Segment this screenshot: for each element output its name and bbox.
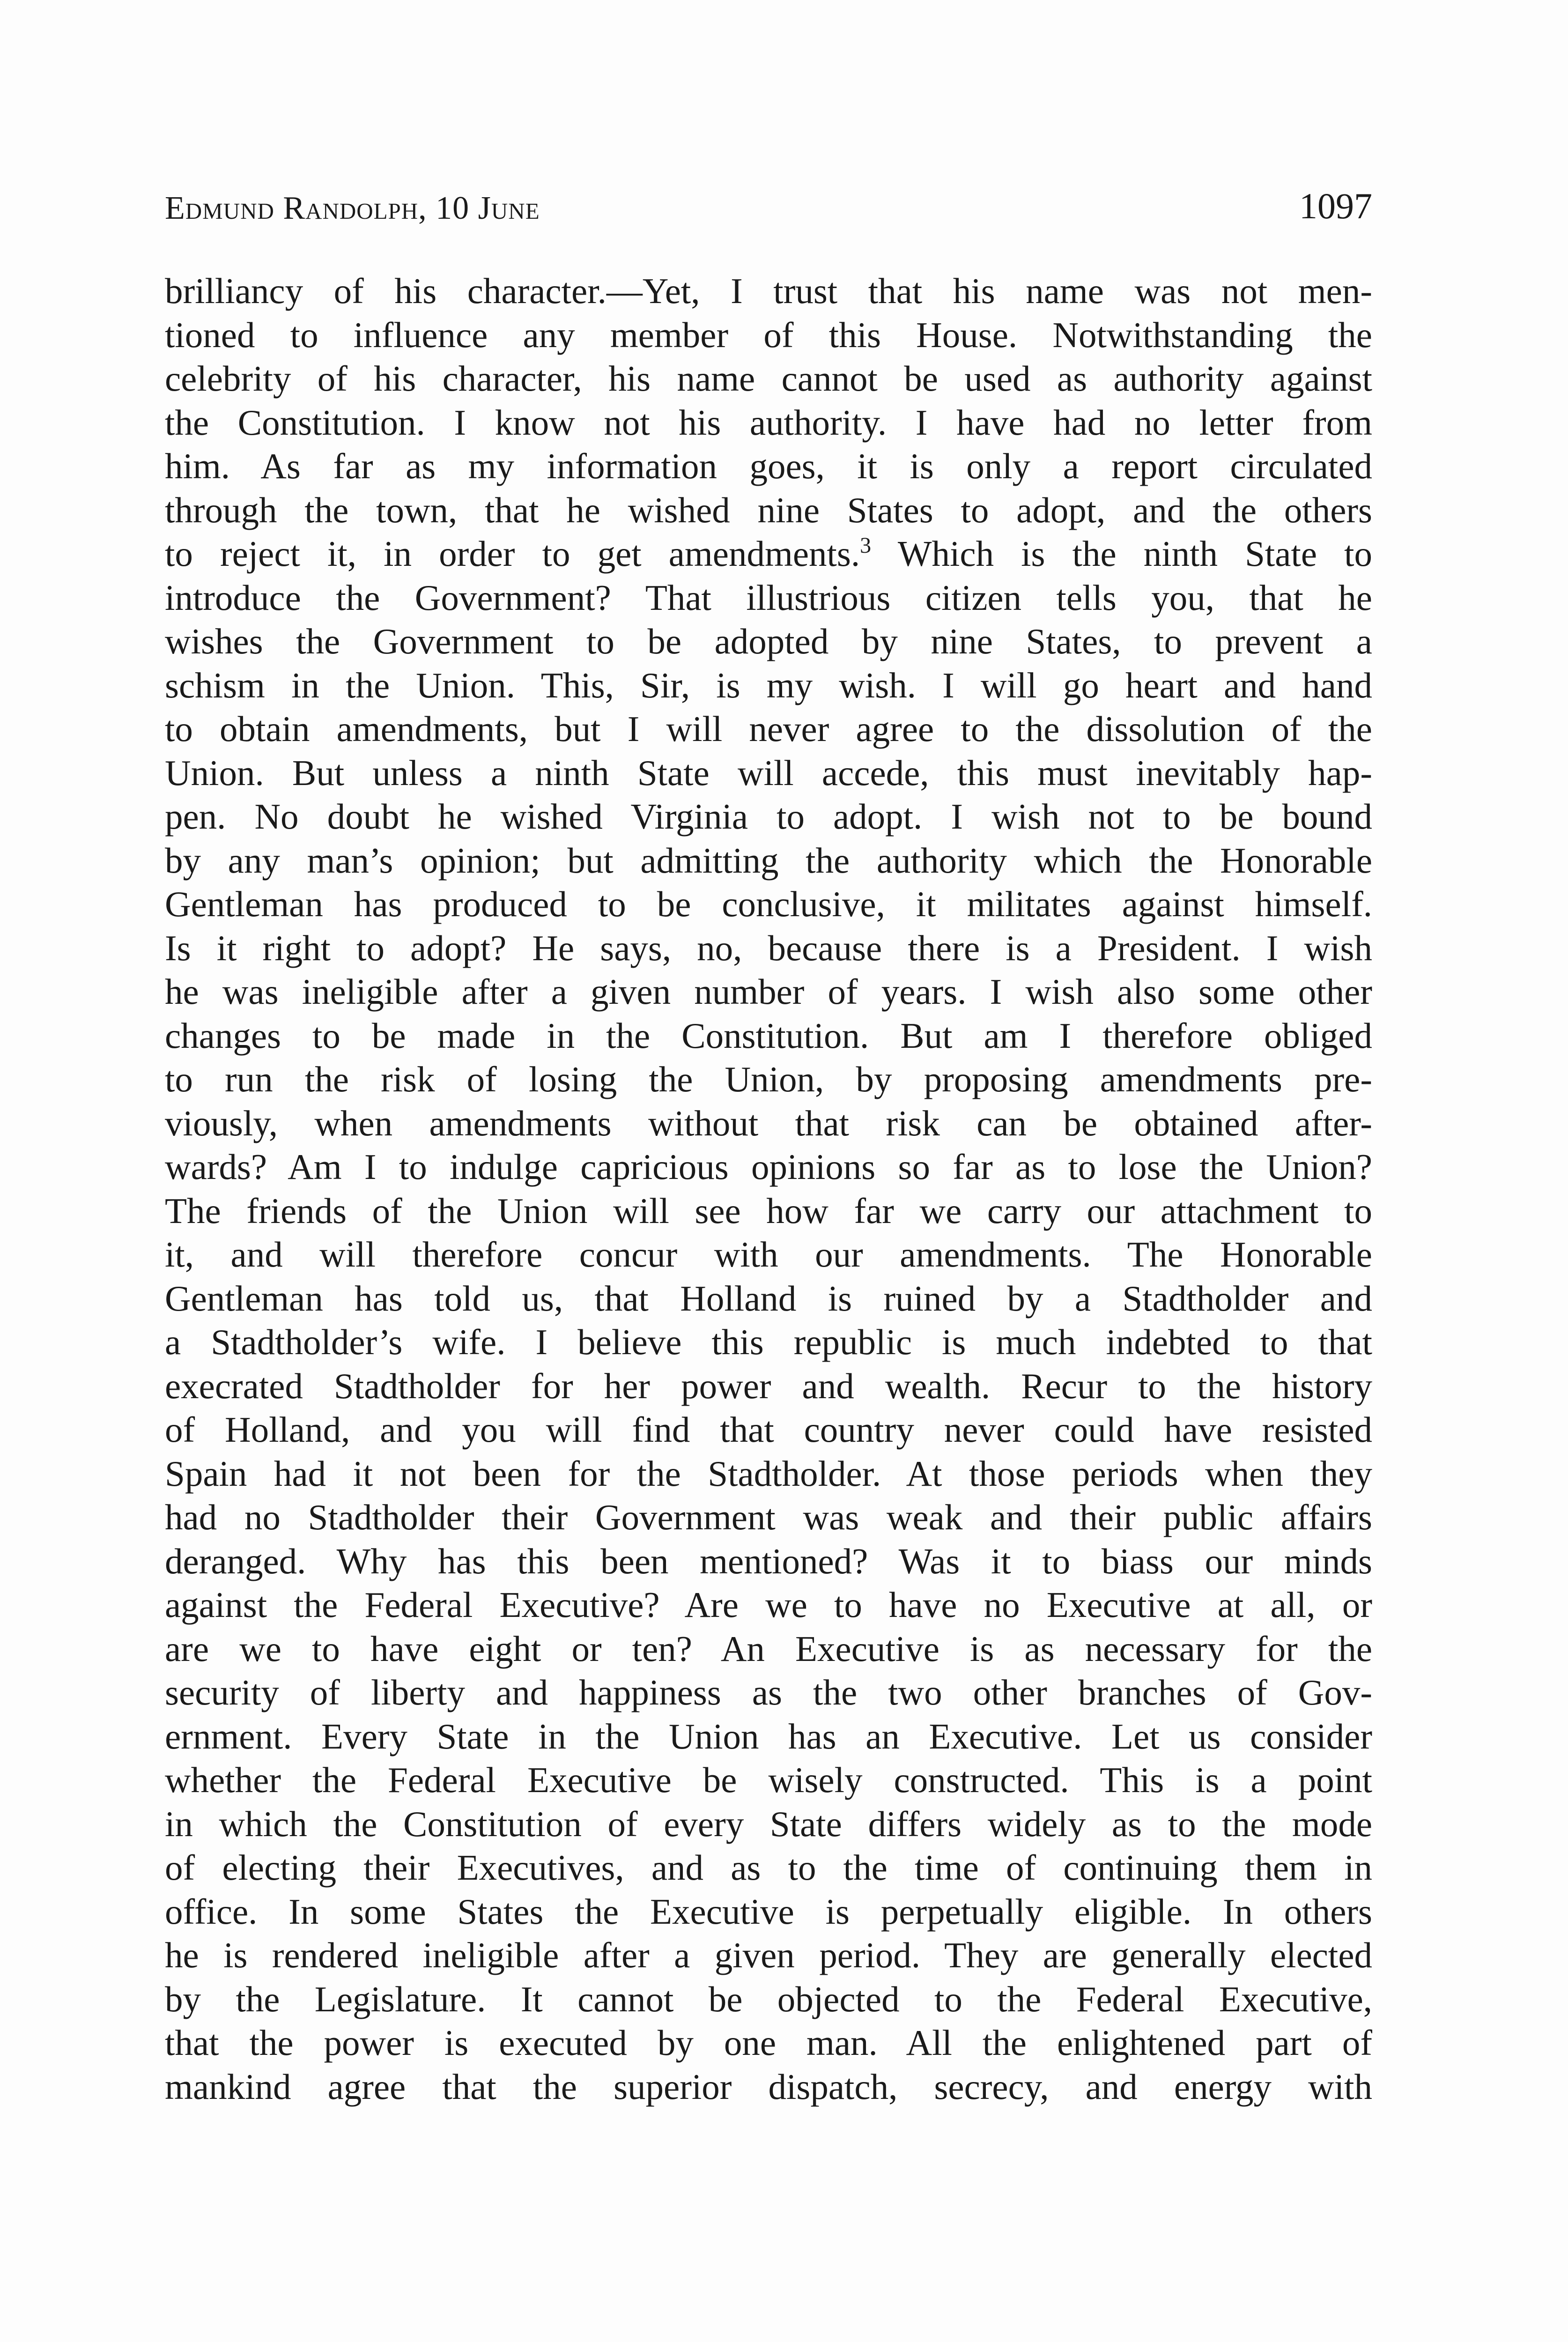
text-line: to obtain amendments, but I will never agree to the dissolution of the [165, 709, 1372, 749]
text-line: pen. No doubt he wished Virginia to adopt. I wish not to be bound [165, 796, 1372, 837]
page-number: 1097 [1299, 185, 1372, 226]
text-line: introduce the Government? That illustrious citizen tells you, that he [165, 577, 1372, 618]
text-line: mankind agree that the superior dispatch, secrecy, and energy with [165, 2066, 1372, 2107]
text-line: tioned to influence any member of this House. Notwithstanding the [165, 314, 1372, 355]
text-line: celebrity of his character, his name cannot be used as authority against [165, 358, 1372, 399]
text-line: to run the risk of losing the Union, by proposing amendments pre- [165, 1059, 1372, 1099]
text-line: ernment. Every State in the Union has an Executive. Let us consider [165, 1716, 1372, 1756]
text-line: in which the Constitution of every State differs widely as to the mode [165, 1803, 1372, 1844]
text-line: office. In some States the Executive is perpetually eligible. In others [165, 1891, 1372, 1932]
text-line: whether the Federal Executive be wisely constructed. This is a point [165, 1760, 1372, 1800]
text-line: had no Stadtholder their Government was weak and their public affairs [165, 1497, 1372, 1537]
text-line: that the power is executed by one man. All the enlightened part of [165, 2023, 1372, 2063]
text-line: schism in the Union. This, Sir, is my wish. I will go heart and hand [165, 665, 1372, 705]
text-line: The friends of the Union will see how far we carry our attachment to [165, 1190, 1372, 1231]
text-line: deranged. Why has this been mentioned? Was it to biass our minds [165, 1541, 1372, 1581]
text-line: Gentleman has told us, that Holland is ruined by a Stadtholder and [165, 1278, 1372, 1319]
text-line: Union. But unless a ninth State will accede, this must inevitably hap- [165, 752, 1372, 793]
text-line: Is it right to adopt? He says, no, because there is a President. I wish [165, 927, 1372, 968]
text-line: wards? Am I to indulge capricious opinions so far as to lose the Union? [165, 1147, 1372, 1187]
text-line: he is rendered ineligible after a given period. They are generally elected [165, 1935, 1372, 1975]
running-head [165, 185, 1372, 237]
text-line: he was ineligible after a given number of years. I wish also some other [165, 971, 1372, 1012]
text-line: the Constitution. I know not his authority. I have had no letter from [165, 402, 1372, 443]
text-line: a Stadtholder’s wife. I believe this republic is much indebted to that [165, 1322, 1372, 1362]
text-line: security of liberty and happiness as the two other branches of Gov- [165, 1672, 1372, 1712]
text-line: by any man’s opinion; but admitting the authority which the Honorable [165, 840, 1372, 881]
text-segment: Which is the ninth State to [871, 534, 1372, 574]
text-line-with-footnote [165, 532, 1372, 576]
text-line: are we to have eight or ten? An Executive is as necessary for the [165, 1628, 1372, 1669]
text-line: it, and will therefore concur with our amendments. The Honorable [165, 1234, 1372, 1275]
text-line: of electing their Executives, and as to the time of continuing them in [165, 1847, 1372, 1888]
footnote-reference: 3 [860, 533, 872, 558]
text-line: viously, when amendments without that risk can be obtained after- [165, 1103, 1372, 1143]
running-title: Edmund Randolph, 10 June [165, 190, 540, 226]
text-line: wishes the Government to be adopted by nine States, to prevent a [165, 621, 1372, 661]
text-line: Gentleman has produced to be conclusive, it militates against himself. [165, 884, 1372, 924]
text-line: Spain had it not been for the Stadtholder. At those periods when they [165, 1453, 1372, 1494]
text-line: brilliancy of his character.—Yet, I trust that his name was not men- [165, 271, 1372, 311]
text-line: of Holland, and you will find that country never could have resisted [165, 1409, 1372, 1450]
text-line: against the Federal Executive? Are we to have no Executive at all, or [165, 1585, 1372, 1625]
text-line: execrated Stadtholder for her power and wealth. Recur to the history [165, 1365, 1372, 1406]
text-line: changes to be made in the Constitution. But am I therefore obliged [165, 1015, 1372, 1056]
body-text [165, 269, 1372, 2109]
text-line: by the Legislature. It cannot be objected to the Federal Executive, [165, 1979, 1372, 2019]
text-segment: to reject it, in order to get amendments. [165, 534, 860, 574]
text-line: him. As far as my information goes, it is only a report circulated [165, 446, 1372, 486]
text-line: through the town, that he wished nine States to adopt, and the others [165, 489, 1372, 530]
